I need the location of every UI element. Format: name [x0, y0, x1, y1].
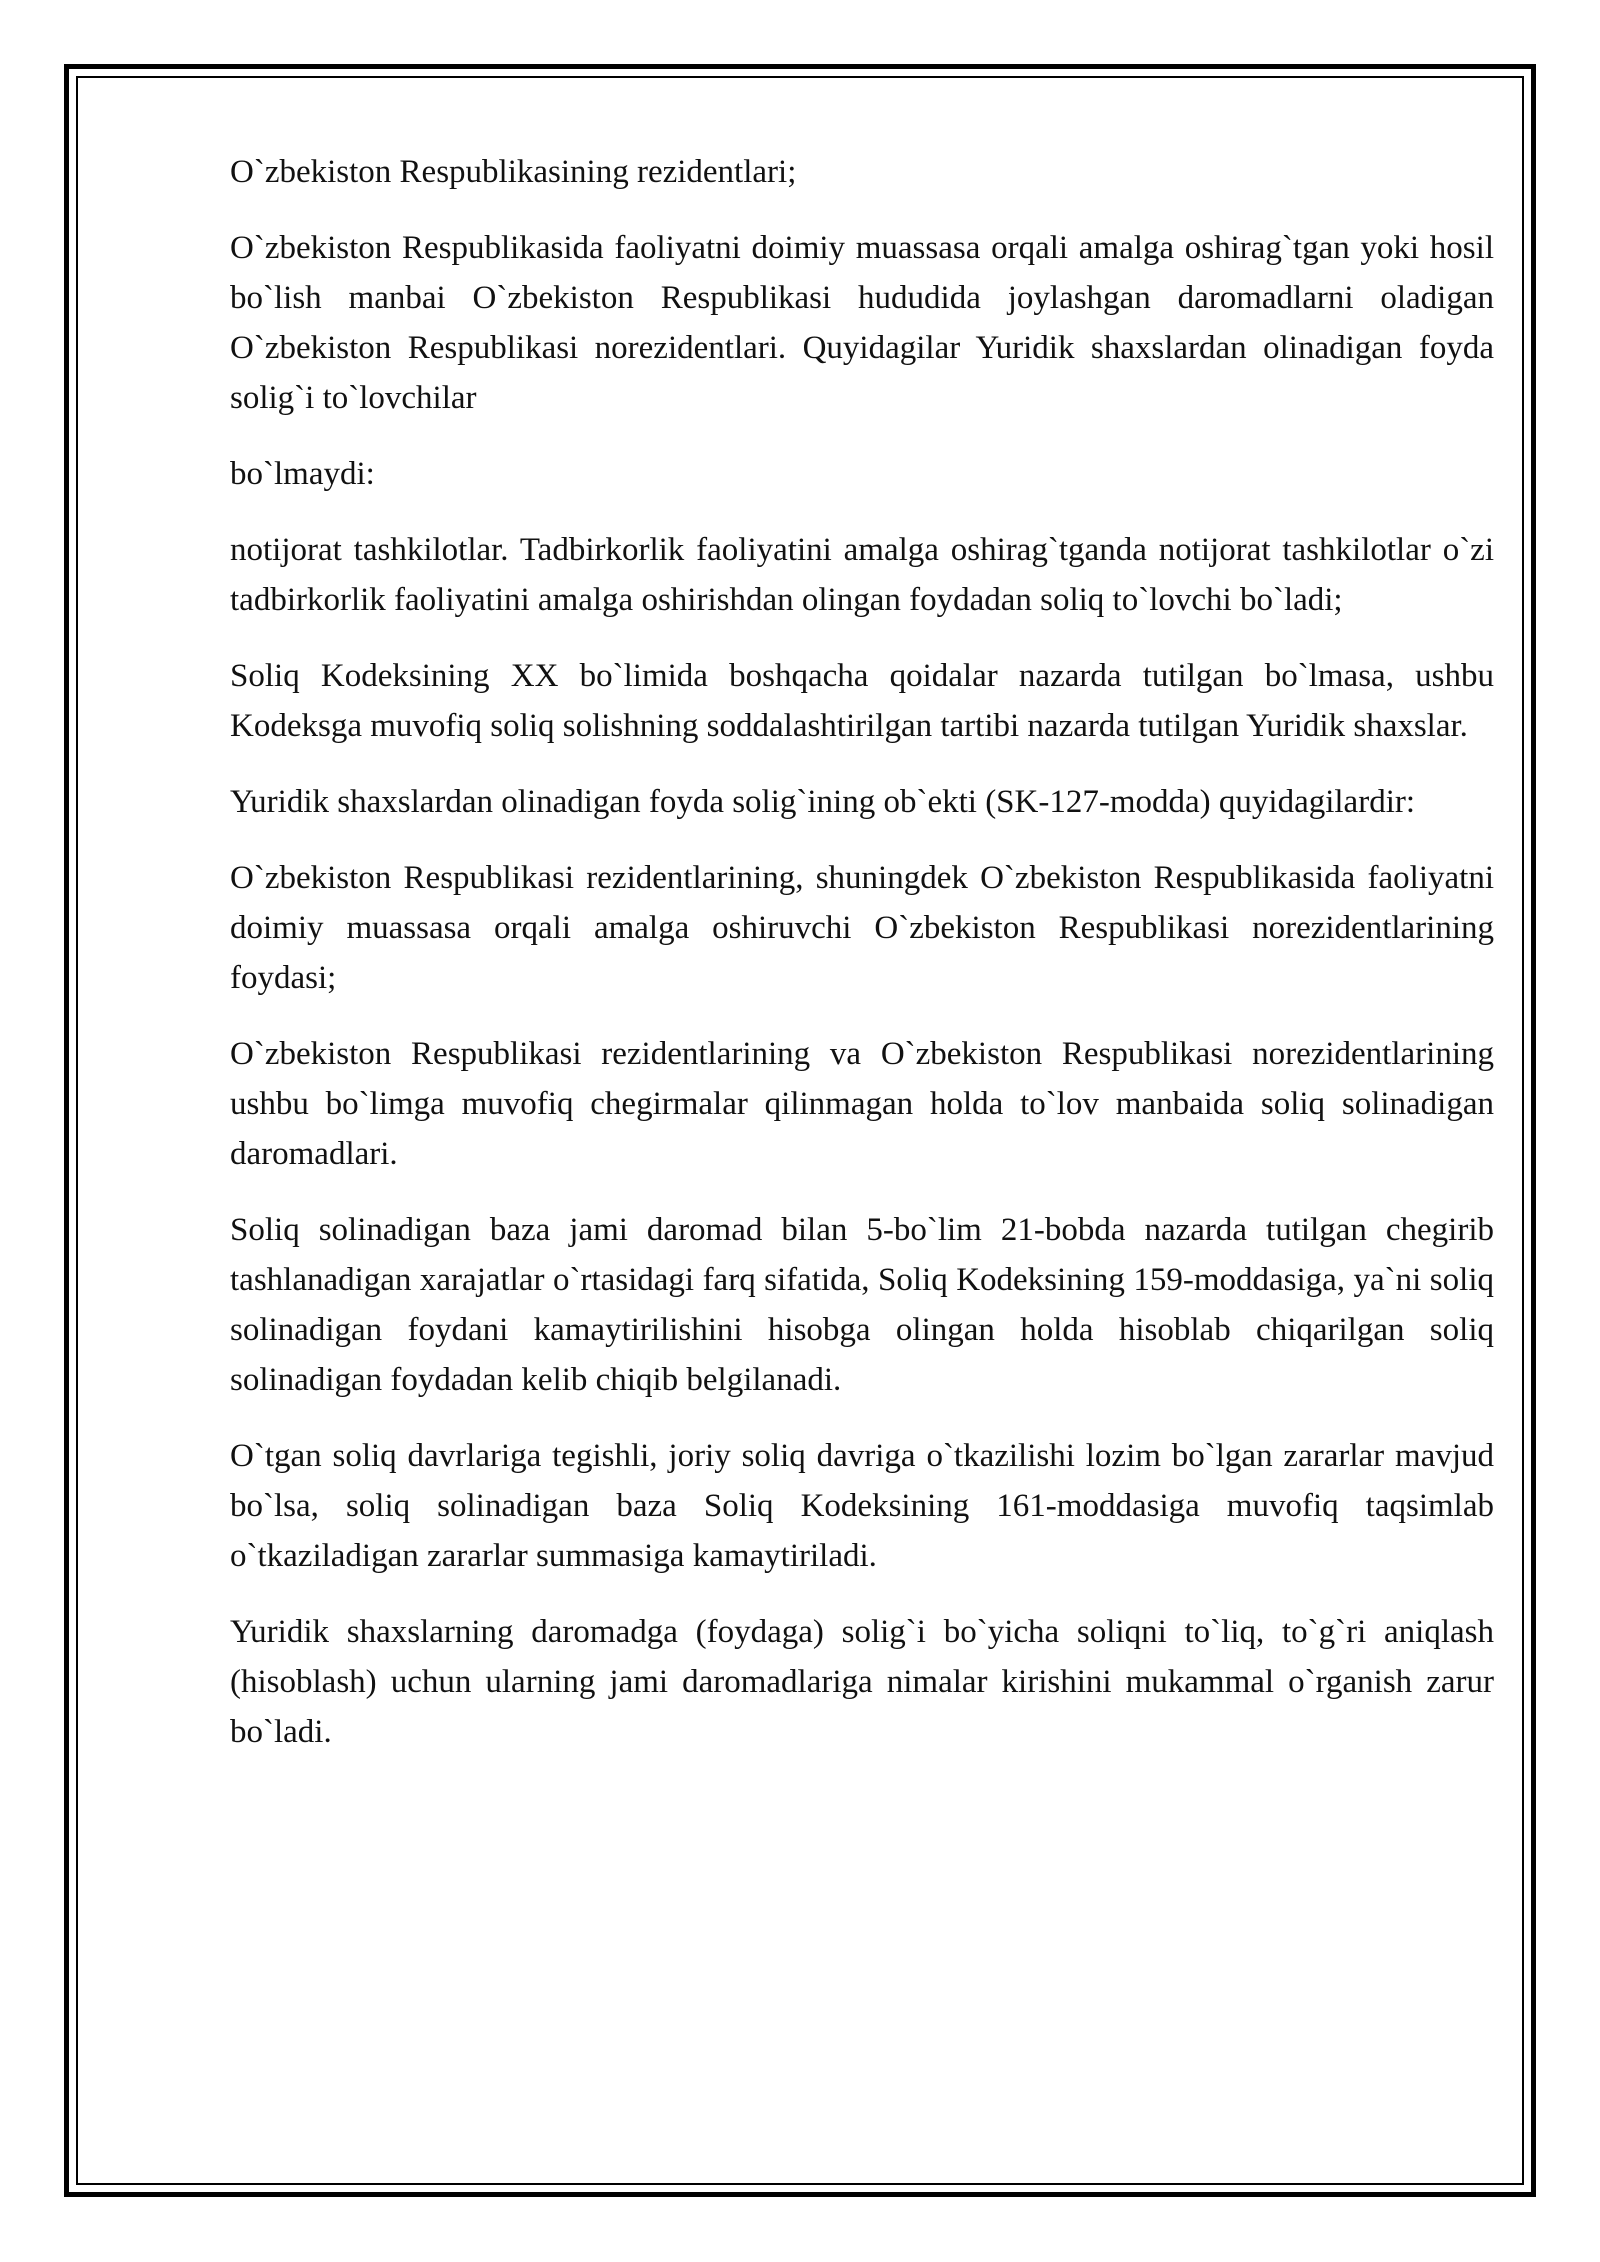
- paragraph-1: O`zbekiston Respublikasining rezidentlari;: [230, 154, 797, 190]
- paragraph-5: Soliq Kodeksining XX bo`limida boshqacha qoidalar nazarda tutilgan bo`lmasa, ushbu Kodeksga muvofiq soliq solishning soddalashtirilgan tartibi nazarda tutilgan Yuridik shaxslar.: [230, 658, 1494, 744]
- paragraph-9: Soliq solinadigan baza jami daromad bilan 5-bo`lim 21-bobda nazarda tutilgan chegirib tashlanadigan xarajatlar o`rtasidagi farq sifatida, Soliq Kodeksining 159-moddasiga, ya`ni soliq solinadigan foydani kamaytirilishini hisobga olingan holda hisoblab chiqarilgan soliq solinadigan foydadan kelib chiqib belgilanadi.: [230, 1212, 1494, 1398]
- paragraph-11: Yuridik shaxslarning daromadga (foydaga) solig`i bo`yicha soliqni to`liq, to`g`ri aniqlash (hisoblash) uchun ularning jami daromadlariga nimalar kirishini mukammal o`rganish zarur bo`ladi.: [230, 1614, 1494, 1750]
- paragraph-2: O`zbekiston Respublikasida faoliyatni doimiy muassasa orqali amalga oshirag`tgan yoki hosil bo`lish manbai O`zbekiston Respublikasi hududida joylashgan daromadlarni oladigan O`zbekiston Respublikasi norezidentlari. Quyidagilar Yuridik shaxslardan olinadigan foyda solig`i to`lovchilar: [230, 230, 1494, 416]
- paragraph-10: O`tgan soliq davrlariga tegishli, joriy soliq davriga o`tkazilishi lozim bo`lgan zararlar mavjud bo`lsa, soliq solinadigan baza Soliq Kodeksining 161-moddasiga muvofiq taqsimlab o`tkaziladigan zararlar summasiga kamaytiriladi.: [230, 1438, 1494, 1574]
- document-body: [230, 147, 1494, 1783]
- paragraph-3: bo`lmaydi:: [230, 456, 375, 492]
- paragraph-6: Yuridik shaxslardan olinadigan foyda solig`ining ob`ekti (SK-127-modda) quyidagilardir:: [230, 784, 1416, 820]
- paragraph-8: O`zbekiston Respublikasi rezidentlarining va O`zbekiston Respublikasi norezidentlarining ushbu bo`limga muvofiq chegirmalar qilinmagan holda to`lov manbaida soliq solinadigan daromadlari.: [230, 1036, 1494, 1172]
- paragraph-7: O`zbekiston Respublikasi rezidentlarining, shuningdek O`zbekiston Respublikasida faoliyatni doimiy muassasa orqali amalga oshiruvchi O`zbekiston Respublikasi norezidentlarining foydasi;: [230, 860, 1494, 996]
- paragraph-4: notijorat tashkilotlar. Tadbirkorlik faoliyatini amalga oshirag`tganda notijorat tashkilotlar o`zi tadbirkorlik faoliyatini amalga oshirishdan olingan foydadan soliq to`lovchi bo`ladi;: [230, 532, 1494, 618]
